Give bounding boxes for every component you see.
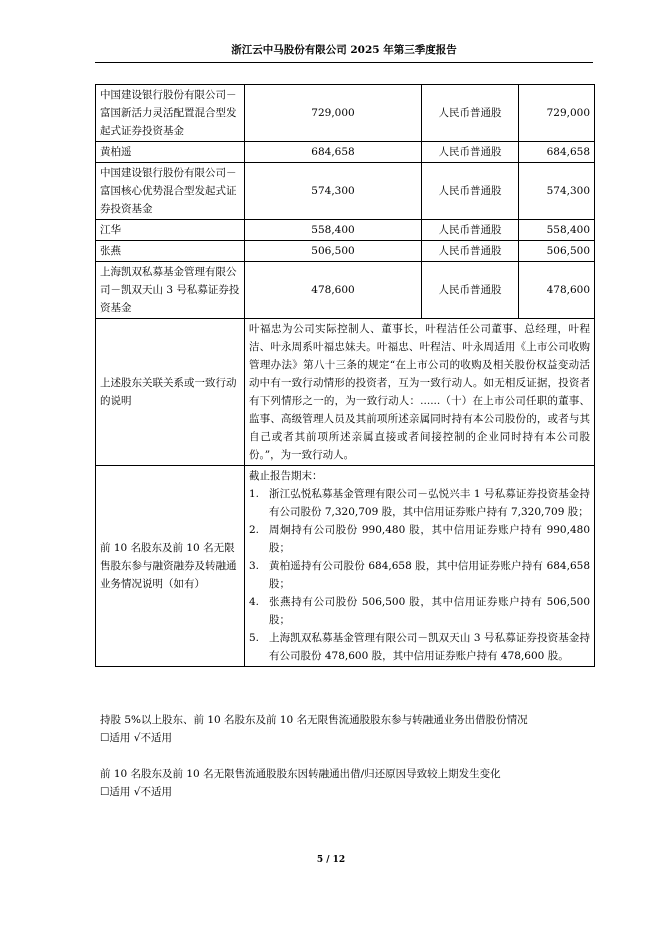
relation-description	[245, 319, 595, 466]
report-header-title: 浙江云中马股份有限公司 2025 年第三季度报告	[231, 44, 457, 56]
list-item-text: 黄柏遥持有公司股份 684,658 股，其中信用证券账户持有 684,658 股；	[269, 560, 590, 590]
share-type: 人民币普通股	[422, 142, 519, 163]
share-type: 人民币普通股	[422, 85, 519, 142]
share-quantity: 684,658	[519, 142, 595, 163]
share-quantity: 558,400	[519, 220, 595, 241]
margin-lending-intro: 截止报告期末：	[249, 470, 323, 482]
list-item-number: 4.	[249, 596, 260, 608]
share-quantity: 506,500	[519, 241, 595, 262]
holder-shares: 684,658	[245, 142, 422, 163]
table-row	[96, 85, 595, 142]
lending-participation-heading: 持股 5%以上股东、前 10 名股东及前 10 名无限售流通股股东参与转融通业务出借股份情况	[100, 714, 528, 726]
holder-shares: 729,000	[245, 85, 422, 142]
table-row	[96, 142, 595, 163]
margin-lending-label: 前 10 名股东及前 10 名无限售股东参与融资融券及转融通业务情况说明（如有）	[96, 466, 245, 667]
margin-lending-list	[249, 485, 590, 665]
list-item	[249, 629, 590, 665]
table-row	[96, 241, 595, 262]
lending-change-heading: 前 10 名股东及前 10 名无限售流通股股东因转融通出借/归还原因导致较上期发生变化	[100, 768, 501, 780]
holder-name: 上海凯双私募基金管理有限公司－凯双天山 3 号私募证券投资基金	[96, 262, 245, 319]
holder-shares: 478,600	[245, 262, 422, 319]
relation-row	[96, 319, 595, 466]
table-row	[96, 163, 595, 220]
page-number: 5 / 12	[316, 855, 346, 865]
share-quantity: 729,000	[519, 85, 595, 142]
share-quantity: 478,600	[519, 262, 595, 319]
list-item	[249, 485, 590, 521]
list-item-text: 上海凯双私募基金管理有限公司－凯双天山 3 号私募证券投资基金持有公司股份 478,600 股，其中信用证券账户持有 478,600 股。	[269, 632, 590, 662]
holder-name: 张燕	[96, 241, 245, 262]
list-item-number: 3.	[249, 560, 260, 572]
list-item-number: 5.	[249, 632, 260, 644]
holder-shares: 558,400	[245, 220, 422, 241]
list-item	[249, 521, 590, 557]
share-quantity: 574,300	[519, 163, 595, 220]
lending-change-applicability: ☐适用 √不适用	[100, 786, 172, 798]
header-divider	[95, 62, 593, 63]
relation-text: 叶福忠为公司实际控制人、董事长，叶程洁任公司董事、总经理，叶程洁、叶永周系叶福忠妹夫。叶福忠、叶程洁、叶永周适用《上市公司收购管理办法》第八十三条的规定“在上市公司的收购及相关股份权益变动活动中有一致行动情形的投资者，互为一致行动人。如无相反证据，投资者有下列情形之一的，为一致行动人：......（十）在上市公司任职的董事、监事、高级管理人员及其前项所述亲属同时持有本公司股份的，或者与其自己或者其前项所述亲属直接或者间接控制的企业同时持有本公司股份。”，为一致行动人。	[249, 323, 590, 461]
list-item-text: 张燕持有公司股份 506,500 股，其中信用证券账户持有 506,500 股；	[269, 596, 590, 626]
share-type: 人民币普通股	[422, 220, 519, 241]
relation-label: 上述股东关联关系或一致行动的说明	[96, 319, 245, 466]
share-type: 人民币普通股	[422, 241, 519, 262]
holder-name: 中国建设银行股份有限公司－富国核心优势混合型发起式证券投资基金	[96, 163, 245, 220]
list-item-text: 周炯持有公司股份 990,480 股，其中信用证券账户持有 990,480 股；	[269, 524, 590, 554]
list-item	[249, 557, 590, 593]
list-item-text: 浙江弘悦私募基金管理有限公司－弘悦兴丰 1 号私募证券投资基金持有公司股份 7,320,709 股，其中信用证券账户持有 7,320,709 股；	[269, 488, 590, 518]
holder-name: 中国建设银行股份有限公司－富国新活力灵活配置混合型发起式证券投资基金	[96, 85, 245, 142]
list-item-number: 1.	[249, 488, 260, 500]
list-item-number: 2.	[249, 524, 260, 536]
holder-shares: 506,500	[245, 241, 422, 262]
share-type: 人民币普通股	[422, 163, 519, 220]
table-row	[96, 220, 595, 241]
margin-lending-row	[96, 466, 595, 667]
holder-name: 黄柏遥	[96, 142, 245, 163]
lending-participation-applicability: ☐适用 √不适用	[100, 732, 172, 744]
table-row	[96, 262, 595, 319]
list-item	[249, 593, 590, 629]
holder-name: 江华	[96, 220, 245, 241]
top-holders-table	[95, 84, 595, 667]
holder-shares: 574,300	[245, 163, 422, 220]
share-type: 人民币普通股	[422, 262, 519, 319]
margin-lending-description	[245, 466, 595, 667]
